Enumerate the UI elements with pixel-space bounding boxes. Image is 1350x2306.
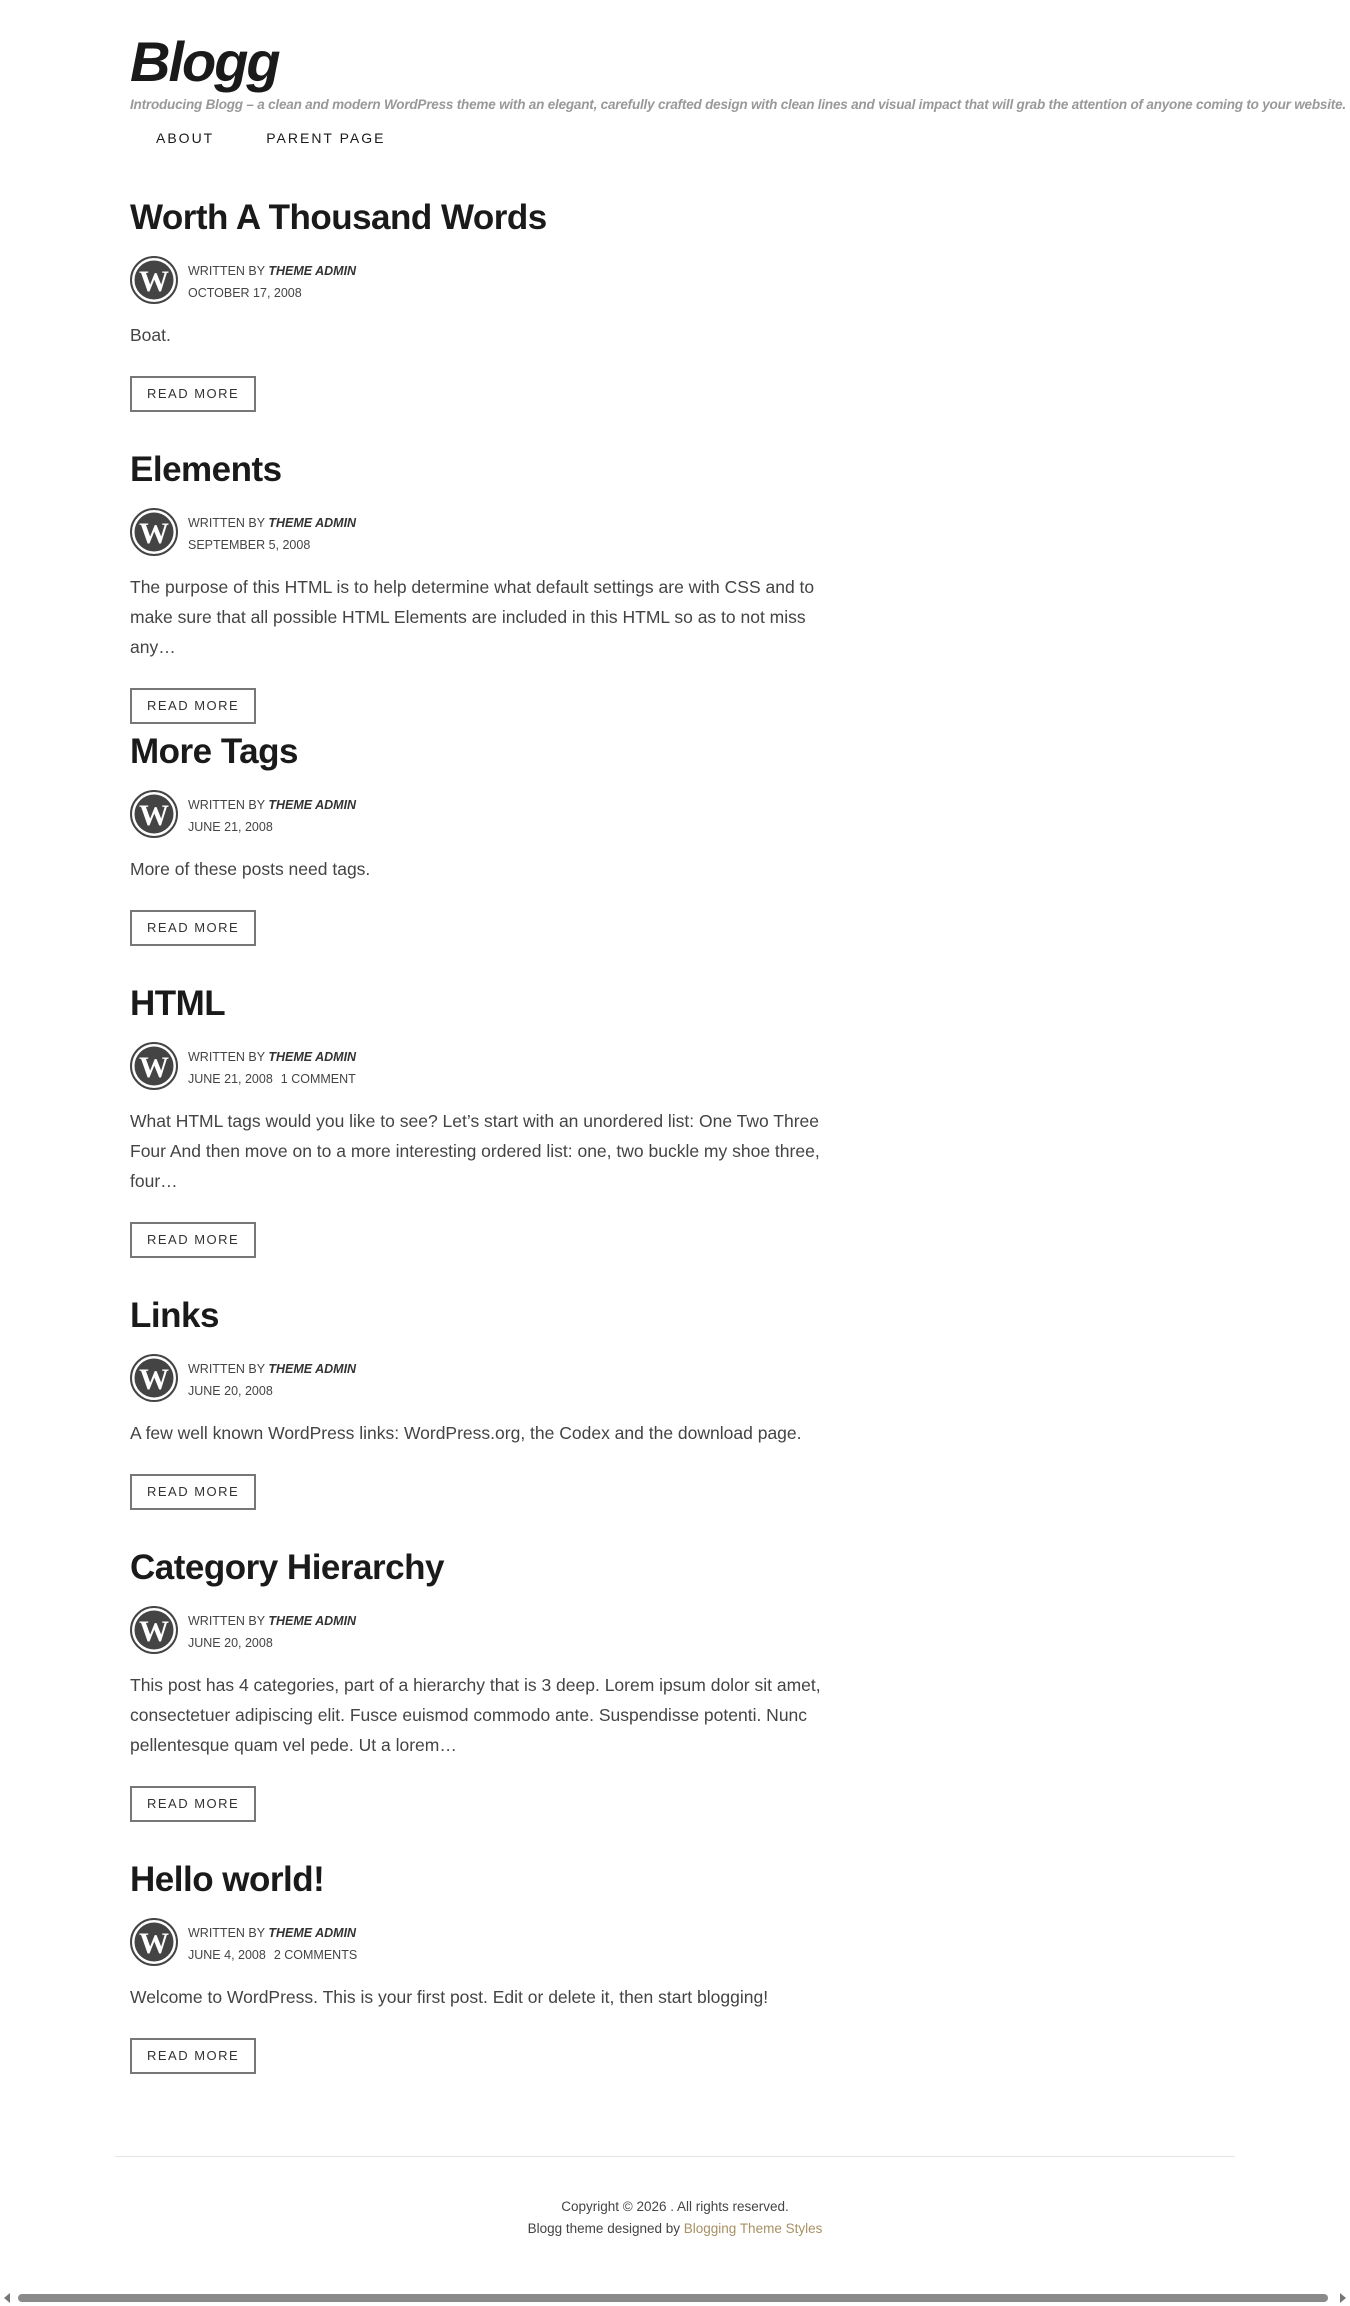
post-title[interactable]: Links: [130, 1296, 219, 1335]
read-more-button[interactable]: READ MORE: [130, 910, 256, 946]
wordpress-logo-icon[interactable]: [130, 1606, 178, 1654]
post-meta: [130, 508, 850, 558]
scroll-right-arrow-icon[interactable]: [1340, 2293, 1346, 2303]
post-excerpt: What HTML tags would you like to see? Let’s start with an unordered list: One Two Three Four And then move on to a more interesting ordered list: one, two buckle my shoe three, four…: [130, 1111, 820, 1191]
post-date[interactable]: SEPTEMBER 5, 2008: [188, 538, 311, 552]
post-excerpt: Boat.: [130, 325, 171, 345]
post-item: [130, 1294, 850, 1510]
post-author-link[interactable]: THEME ADMIN: [268, 516, 357, 530]
read-more-button[interactable]: READ MORE: [130, 376, 256, 412]
post-date[interactable]: JUNE 21, 2008: [188, 1072, 273, 1086]
post-excerpt: Welcome to WordPress. This is your first post. Edit or delete it, then start blogging!: [130, 1987, 769, 2007]
post-meta: [130, 1042, 850, 1092]
post-date[interactable]: JUNE 21, 2008: [188, 820, 273, 834]
post-title[interactable]: HTML: [130, 984, 226, 1023]
read-more-button[interactable]: READ MORE: [130, 1786, 256, 1822]
written-by-label: WRITTEN BY: [188, 1050, 265, 1064]
post-title[interactable]: Category Hierarchy: [130, 1548, 444, 1587]
post-item: [130, 196, 850, 412]
post-item: [130, 982, 850, 1258]
post-author-link[interactable]: THEME ADMIN: [268, 1362, 357, 1376]
svg-text:W: W: [139, 1363, 169, 1396]
written-by-label: WRITTEN BY: [188, 516, 265, 530]
comments-link[interactable]: 2 COMMENTS: [273, 1948, 358, 1962]
post-meta: [130, 1606, 850, 1656]
post-title[interactable]: Elements: [130, 450, 282, 489]
site-header: [130, 28, 1350, 114]
read-more-button[interactable]: READ MORE: [130, 1222, 256, 1258]
read-more-button[interactable]: READ MORE: [130, 1474, 256, 1510]
post-author-link[interactable]: THEME ADMIN: [268, 264, 357, 278]
wordpress-logo-icon[interactable]: [130, 1354, 178, 1402]
wordpress-logo-icon[interactable]: [130, 1918, 178, 1966]
written-by-label: WRITTEN BY: [188, 1362, 265, 1376]
wordpress-logo-icon[interactable]: [130, 256, 178, 304]
post-item: [130, 448, 850, 724]
post-excerpt: More of these posts need tags.: [130, 859, 371, 879]
post-excerpt: This post has 4 categories, part of a hierarchy that is 3 deep. Lorem ipsum dolor sit amet, consectetuer adipiscing elit. Fusce euismod commodo ante. Suspendisse potenti. Nunc pellentesque quam vel pede. Ut a lorem…: [130, 1675, 821, 1755]
comments-link[interactable]: 1 COMMENT: [280, 1072, 356, 1086]
post-meta: [130, 790, 850, 840]
wordpress-logo-icon[interactable]: [130, 1042, 178, 1090]
horizontal-scrollbar[interactable]: [0, 2290, 1350, 2306]
read-more-button[interactable]: READ MORE: [130, 688, 256, 724]
post-author-link[interactable]: THEME ADMIN: [268, 1926, 357, 1940]
wordpress-logo-icon[interactable]: [130, 790, 178, 838]
read-more-button[interactable]: READ MORE: [130, 2038, 256, 2074]
scrollbar-thumb[interactable]: [18, 2294, 1328, 2302]
wordpress-logo-icon[interactable]: [130, 508, 178, 556]
copyright-text: Copyright © 2026 . All rights reserved.: [561, 2199, 789, 2214]
main-nav: [130, 128, 411, 148]
post-excerpt: The purpose of this HTML is to help determine what default settings are with CSS and to make sure that all possible HTML Elements are included in this HTML so as to not miss any…: [130, 577, 815, 657]
post-author-link[interactable]: THEME ADMIN: [268, 798, 357, 812]
post-author-link[interactable]: THEME ADMIN: [268, 1614, 357, 1628]
post-item: [130, 730, 850, 946]
nav-item-parent-page[interactable]: PARENT PAGE: [266, 130, 386, 146]
post-item: [130, 1546, 850, 1822]
post-item: [130, 1858, 850, 2074]
footer-divider: [115, 2156, 1235, 2157]
post-title[interactable]: More Tags: [130, 732, 298, 771]
written-by-label: WRITTEN BY: [188, 1614, 265, 1628]
svg-text:W: W: [139, 1927, 169, 1960]
post-meta: [130, 256, 850, 306]
site-tagline: Introducing Blogg – a clean and modern WordPress theme with an elegant, carefully crafted design with clean lines and visual impact that will grab the attention of anyone coming to your website.: [130, 97, 1346, 112]
svg-text:W: W: [139, 799, 169, 832]
written-by-label: WRITTEN BY: [188, 798, 265, 812]
post-meta: [130, 1918, 850, 1968]
svg-text:W: W: [139, 517, 169, 550]
nav-item-about[interactable]: ABOUT: [156, 130, 215, 146]
post-author-link[interactable]: THEME ADMIN: [268, 1050, 357, 1064]
post-date[interactable]: OCTOBER 17, 2008: [188, 286, 302, 300]
post-date[interactable]: JUNE 20, 2008: [188, 1636, 273, 1650]
post-excerpt: A few well known WordPress links: WordPress.org, the Codex and the download page.: [130, 1423, 802, 1443]
post-meta: [130, 1354, 850, 1404]
written-by-label: WRITTEN BY: [188, 1926, 265, 1940]
post-date[interactable]: JUNE 4, 2008: [188, 1948, 266, 1962]
credit-text: Blogg theme designed by: [527, 2221, 680, 2236]
theme-credit-link[interactable]: Blogging Theme Styles: [683, 2221, 823, 2236]
scroll-left-arrow-icon[interactable]: [4, 2293, 10, 2303]
written-by-label: WRITTEN BY: [188, 264, 265, 278]
svg-text:W: W: [139, 265, 169, 298]
post-title[interactable]: Hello world!: [130, 1860, 325, 1899]
svg-text:W: W: [139, 1051, 169, 1084]
site-title[interactable]: Blogg: [130, 30, 279, 93]
site-footer: [0, 2196, 1350, 2240]
svg-text:W: W: [139, 1615, 169, 1648]
post-date[interactable]: JUNE 20, 2008: [188, 1384, 273, 1398]
post-title[interactable]: Worth A Thousand Words: [130, 198, 547, 237]
